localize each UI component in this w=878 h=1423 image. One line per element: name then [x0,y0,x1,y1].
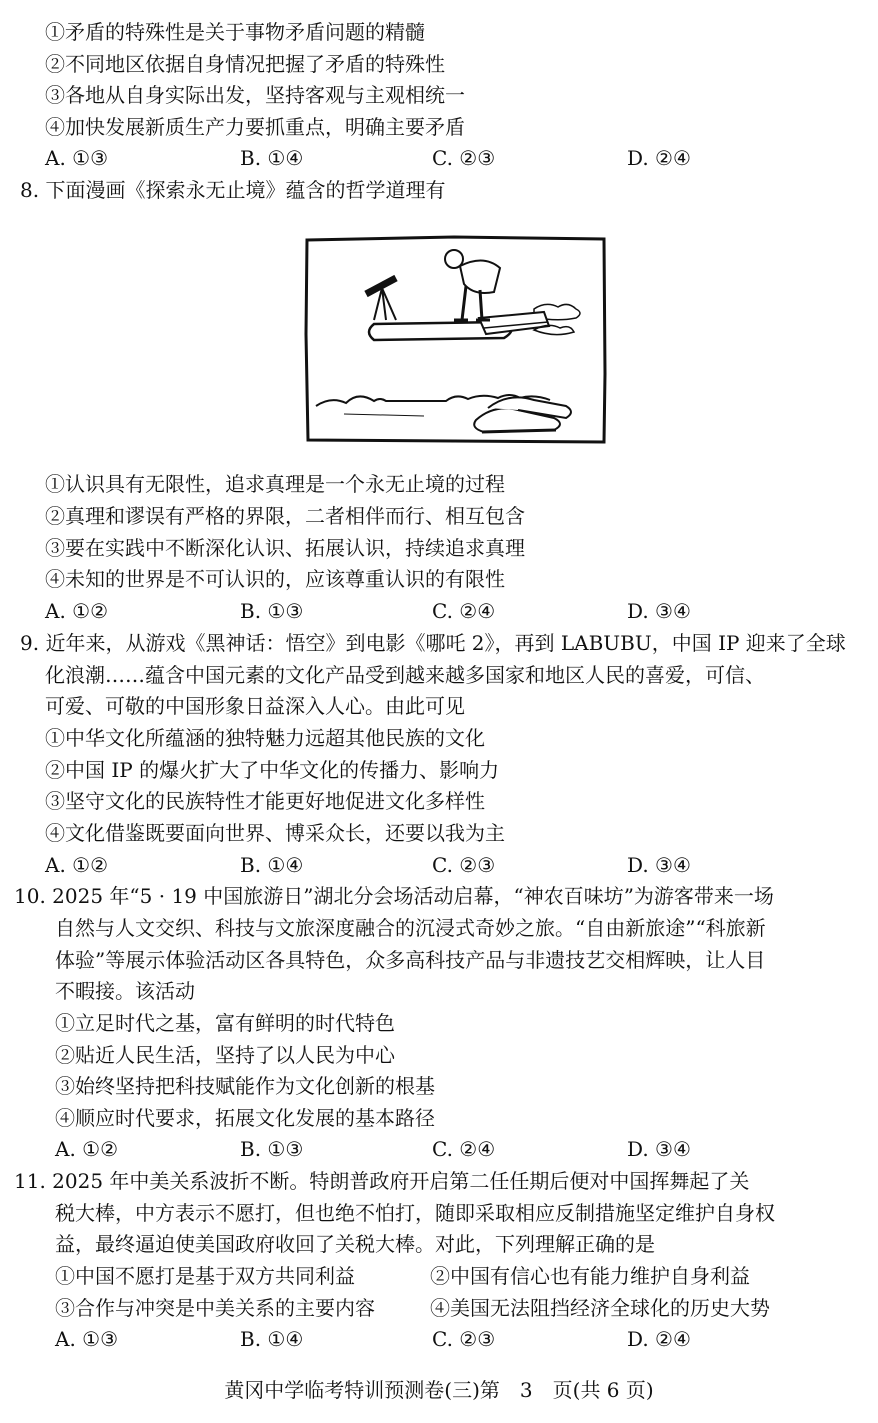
q11-option-d: D. ②④ [627,1327,691,1351]
q8-statement-3: ③要在实践中不断深化认识、拓展认识，持续追求真理 [45,536,525,560]
page-footer: 黄冈中学临考特训预测卷(三)第 3 页(共 6 页) [224,1378,654,1402]
q10-option-b: B. ①③ [240,1137,304,1161]
q10-stem-line-4: 不暇接。该活动 [55,979,195,1003]
q9-option-c: C. ②③ [432,853,496,877]
q11-stem-line-2: 税大棒，中方表示不愿打，但也绝不怕打，随即采取相应反制措施坚定维护自身权 [55,1201,775,1225]
q11-statement-3: ③合作与冲突是中美关系的主要内容 [55,1296,375,1320]
q9-stem-line-3: 可爱、可敬的中国形象日益深入人心。由此可见 [45,694,465,718]
q7-option-b: B. ①④ [240,146,304,170]
q10-statement-1: ①立足时代之基，富有鲜明的时代特色 [55,1011,395,1035]
q8-statement-4: ④未知的世界是不可认识的，应该尊重认识的有限性 [45,567,505,591]
q7-statement-3: ③各地从自身实际出发，坚持客观与主观相统一 [45,83,465,107]
q10-stem-line-3: 体验”等展示体验活动区各具特色，众多高科技产品与非遗技艺交相辉映，让人目 [55,948,766,972]
q11-statement-1: ①中国不愿打是基于双方共同利益 [55,1264,355,1288]
q10-stem-line-1: 10. 2025 年“5 · 19 中国旅游日”湖北分会场活动启幕，“神农百味坊”为游客带来一场 [14,884,774,908]
q10-option-c: C. ②④ [432,1137,496,1161]
q7-statement-2: ②不同地区依据自身情况把握了矛盾的特殊性 [45,52,445,76]
q10-stem-line-2: 自然与人文交织、科技与文旅深度融合的沉浸式奇妙之旅。“自由新旅途”“科旅新 [55,916,766,940]
q8-option-c: C. ②④ [432,599,496,623]
q8-stem: 8. 下面漫画《探索永无止境》蕴含的哲学道理有 [20,178,446,202]
q11-statement-2: ②中国有信心也有能力维护自身利益 [430,1264,750,1288]
q7-option-c: C. ②③ [432,146,496,170]
q11-option-c: C. ②③ [432,1327,496,1351]
q9-stem-line-2: 化浪潮……蕴含中国元素的文化产品受到越来越多国家和地区人民的喜爱，可信、 [45,663,765,687]
q11-option-b: B. ①④ [240,1327,304,1351]
cartoon-image [304,234,607,446]
q7-statement-4: ④加快发展新质生产力要抓重点，明确主要矛盾 [45,115,465,139]
q9-statement-1: ①中华文化所蕴涵的独特魅力远超其他民族的文化 [45,726,485,750]
q7-option-d: D. ②④ [627,146,691,170]
q10-option-a: A. ①② [55,1137,119,1161]
q11-statement-4: ④美国无法阻挡经济全球化的历史大势 [430,1296,770,1320]
q9-option-d: D. ③④ [627,853,691,877]
q11-stem-line-1: 11. 2025 年中美关系波折不断。特朗普政府开启第二任任期后便对中国挥舞起了关 [14,1169,750,1193]
q8-option-b: B. ①③ [240,599,304,623]
q10-option-d: D. ③④ [627,1137,691,1161]
q9-option-b: B. ①④ [240,853,304,877]
q11-stem-line-3: 益，最终逼迫使美国政府收回了关税大棒。对此，下列理解正确的是 [55,1232,655,1256]
q10-statement-2: ②贴近人民生活，坚持了以人民为中心 [55,1043,395,1067]
q9-statement-3: ③坚守文化的民族特性才能更好地促进文化多样性 [45,789,485,813]
q9-stem-line-1: 9. 近年来，从游戏《黑神话：悟空》到电影《哪吒 2》，再到 LABUBU，中国 IP 迎来了全球 [20,631,846,655]
q11-option-a: A. ①③ [55,1327,119,1351]
q7-statement-1: ①矛盾的特殊性是关于事物矛盾问题的精髓 [45,20,425,44]
q8-statement-2: ②真理和谬误有严格的界限，二者相伴而行、相互包含 [45,504,525,528]
q8-option-d: D. ③④ [627,599,691,623]
q8-statement-1: ①认识具有无限性，追求真理是一个永无止境的过程 [45,472,505,496]
q8-option-a: A. ①② [45,599,109,623]
q10-statement-4: ④顺应时代要求，拓展文化发展的基本路径 [55,1106,435,1130]
q9-statement-2: ②中国 IP 的爆火扩大了中华文化的传播力、影响力 [45,758,500,782]
q10-statement-3: ③始终坚持把科技赋能作为文化创新的根基 [55,1074,435,1098]
q7-option-a: A. ①③ [45,146,109,170]
q9-option-a: A. ①② [45,853,109,877]
q9-statement-4: ④文化借鉴既要面向世界、博采众长，还要以我为主 [45,821,505,845]
